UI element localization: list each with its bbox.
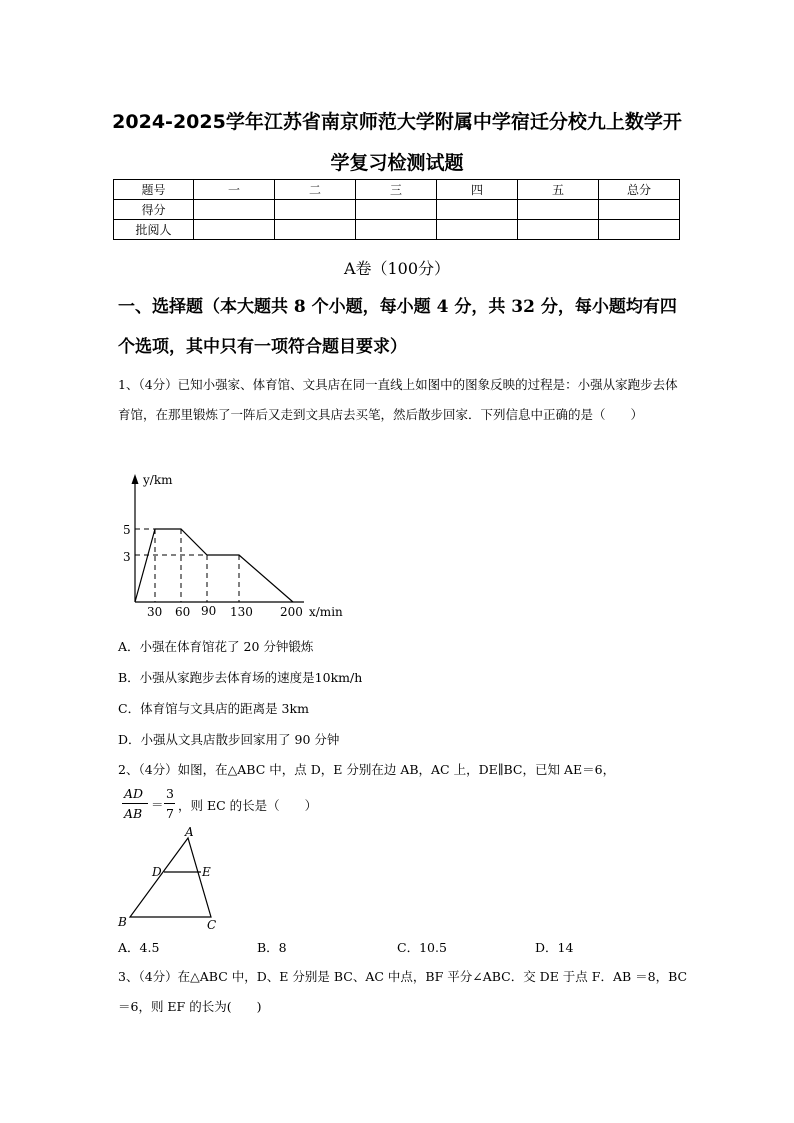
table-cell: 一 xyxy=(194,180,275,200)
y-axis-label: y/km xyxy=(143,473,173,487)
q2-option-b[interactable]: B．8 xyxy=(257,940,287,955)
x-tick-label: 60 xyxy=(175,605,191,619)
fraction-numerator: AD xyxy=(124,786,144,801)
table-cell: 得分 xyxy=(114,200,194,220)
q1-distance-time-graph xyxy=(118,468,358,628)
section-heading: 一、选择题（本大题共 8 个小题，每小题 4 分，共 32 分，每小题均有四个选项，其中只有一项符合题目要求） xyxy=(118,297,677,357)
x-axis-label: x/min xyxy=(309,605,343,619)
page-title-line2: 学复习检测试题 xyxy=(330,152,464,174)
score-input-cell[interactable] xyxy=(194,200,275,220)
page-title-line1: 2024-2025学年江苏省南京师范大学附属中学宿迁分校九上数学开 xyxy=(112,111,682,133)
reviewer-input-cell[interactable] xyxy=(194,220,275,240)
score-table xyxy=(113,179,680,240)
score-input-cell[interactable] xyxy=(356,200,437,220)
q2-option-d[interactable]: D．14 xyxy=(535,940,574,955)
x-tick-label: 130 xyxy=(230,605,253,619)
reviewer-input-cell[interactable] xyxy=(599,220,680,240)
y-tick-label: 3 xyxy=(123,550,131,564)
volume-heading: A卷（100分） xyxy=(343,259,451,278)
distance-curve xyxy=(135,529,293,602)
x-tick-label: 90 xyxy=(201,604,217,618)
score-input-cell[interactable] xyxy=(599,200,680,220)
x-tick-label: 200 xyxy=(280,605,303,619)
reviewer-input-cell[interactable] xyxy=(275,220,356,240)
score-table-row xyxy=(114,200,680,220)
table-cell: 二 xyxy=(275,180,356,200)
q2-question-tail: ，则 EC 的长是（ ） xyxy=(178,798,318,813)
table-cell: 四 xyxy=(437,180,518,200)
score-table-row xyxy=(114,220,680,240)
score-input-cell[interactable] xyxy=(275,200,356,220)
value-numerator: 3 xyxy=(166,786,174,801)
q2-triangle-figure xyxy=(116,826,226,934)
reviewer-input-cell[interactable] xyxy=(356,220,437,240)
fraction-bar xyxy=(164,803,175,804)
q2-option-a[interactable]: A．4.5 xyxy=(118,940,160,955)
vertex-label-a: A xyxy=(185,826,194,839)
q1-option-a[interactable]: A．小强在体育馆花了 20 分钟锻炼 xyxy=(118,639,314,654)
y-axis-arrow xyxy=(132,474,139,484)
table-cell: 三 xyxy=(356,180,437,200)
table-cell: 题号 xyxy=(114,180,194,200)
q1-option-d[interactable]: D．小强从文具店散步回家用了 90 分钟 xyxy=(118,732,340,747)
fraction-denominator: AB xyxy=(124,806,143,821)
equals-sign: ＝ xyxy=(151,797,164,812)
table-cell: 总分 xyxy=(599,180,680,200)
vertex-label-e: E xyxy=(202,865,211,879)
q2-option-c[interactable]: C．10.5 xyxy=(397,940,447,955)
triangle-abc xyxy=(130,838,211,917)
reviewer-input-cell[interactable] xyxy=(437,220,518,240)
question-1-text: 1、（4分）已知小强家、体育馆、文具店在同一直线上如图中的图象反映的过程是：小强从家跑步去体育馆，在那里锻炼了一阵后又走到文具店去买笔，然后散步回家．下列信息中正确的是（ ） xyxy=(118,377,678,422)
fraction-bar xyxy=(122,803,148,804)
score-input-cell[interactable] xyxy=(437,200,518,220)
question-3-text: 3、（4分）在△ABC 中，D、E 分别是 BC、AC 中点，BF 平分∠ABC．交 DE 于点 F．AB ＝8，BC＝6，则 EF 的长为( ) xyxy=(118,969,688,1014)
table-cell: 五 xyxy=(518,180,599,200)
vertex-label-c: C xyxy=(207,918,217,932)
score-input-cell[interactable] xyxy=(518,200,599,220)
vertex-label-d: D xyxy=(152,865,162,879)
question-2-text: 2、（4分）如图，在△ABC 中，点 D，E 分别在边 AB，AC 上，DE∥BC，已知 AE＝6， xyxy=(118,762,616,777)
reviewer-input-cell[interactable] xyxy=(518,220,599,240)
value-denominator: 7 xyxy=(166,806,174,821)
q1-option-c[interactable]: C．体育馆与文具店的距离是 3km xyxy=(118,701,309,716)
y-tick-label: 5 xyxy=(123,523,131,537)
score-table-header-row xyxy=(114,180,680,200)
q1-option-b[interactable]: B．小强从家跑步去体育场的速度是10km/h xyxy=(118,670,363,685)
q2-fraction-line xyxy=(118,786,378,826)
x-tick-label: 30 xyxy=(147,605,163,619)
table-cell: 批阅人 xyxy=(114,220,194,240)
vertex-label-b: B xyxy=(118,915,127,929)
